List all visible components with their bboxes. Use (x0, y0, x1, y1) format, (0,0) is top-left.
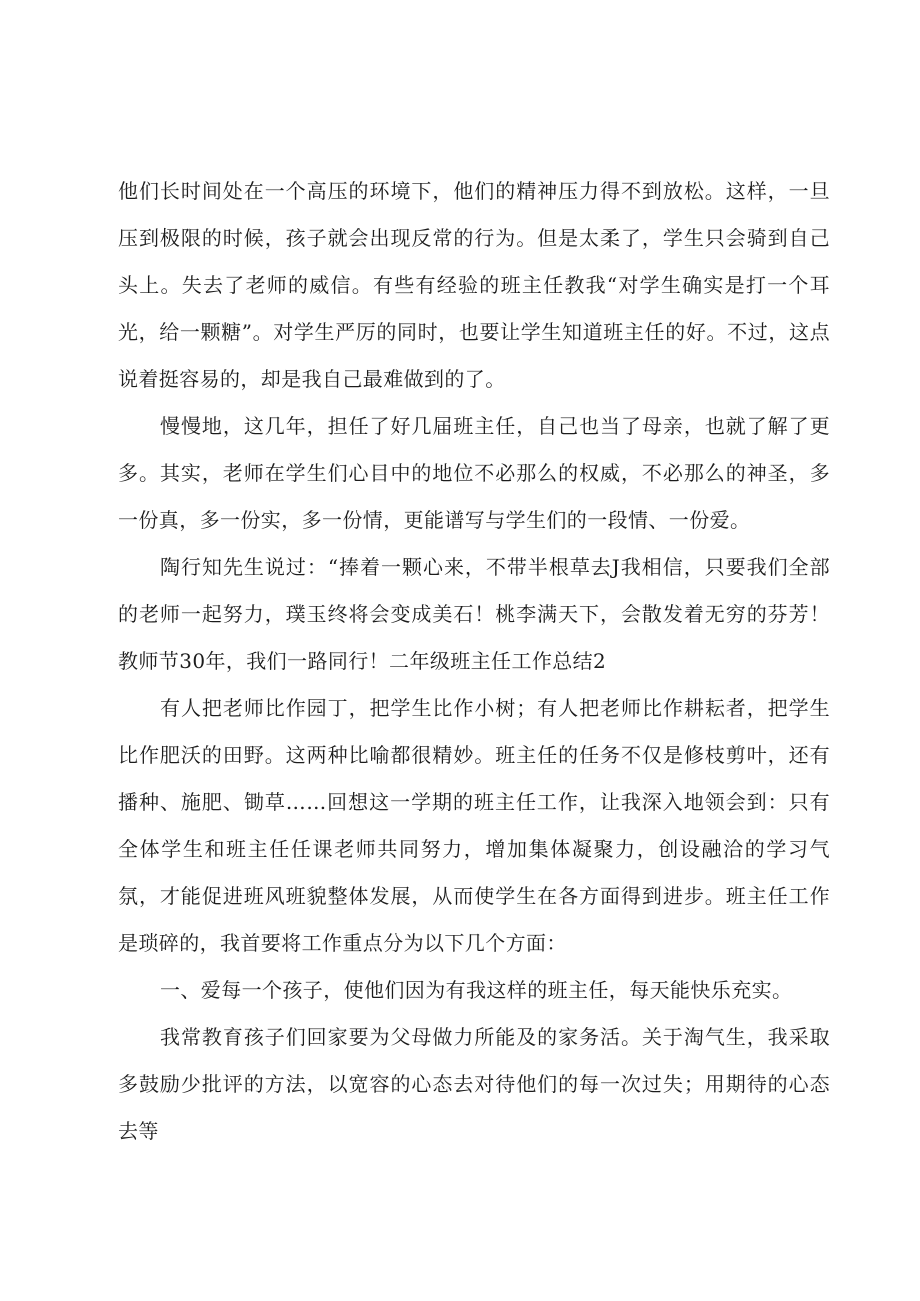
paragraph-6: 我常教育孩子们回家要为父母做力所能及的家务活。关于淘气生，我采取多鼓励少批评的方法，以宽容的心态去对待他们的每一次过失；用期待的心态去等 (118, 1025, 830, 1143)
paragraph-2: 慢慢地，这几年，担任了好几届班主任，自己也当了母亲，也就了解了更多。其实，老师在学生们心目中的地位不必那么的权威，不必那么的神圣，多一份真，多一份实，多一份情，更能谱写与学生们的一段情、一份爱。 (118, 414, 830, 532)
paragraph-3: 陶行知先生说过：“捧着一颗心来，不带半根草去J我相信，只要我们全部的老师一起努力，璞玉终将会变成美石！桃李满天下，会散发着无穷的芬芳！教师节30年，我们一路同行！二年级班主任工作总结2 (118, 555, 830, 673)
document-body (118, 168, 830, 1155)
paragraph-1: 他们长时间处在一个高压的环境下，他们的精神压力得不到放松。这样，一旦压到极限的时候，孩子就会出现反常的行为。但是太柔了，学生只会骑到自己头上。失去了老师的威信。有些有经验的班主任教我“对学生确实是打一个耳光，给一颗糖”。对学生严厉的同时，也要让学生知道班主任的好。不过，这点说着挺容易的，却是我自己最难做到的了。 (118, 179, 830, 391)
paragraph-4: 有人把老师比作园丁，把学生比作小树；有人把老师比作耕耘者，把学生比作肥沃的田野。这两种比喻都很精妙。班主任的任务不仅是修枝剪叶，还有播种、施肥、锄草……回想这一学期的班主任工作，让我深入地领会到：只有全体学生和班主任任课老师共同努力，增加集体凝聚力，创设融洽的学习气氛，才能促进班风班貌整体发展，从而使学生在各方面得到进步。班主任工作是琐碎的，我首要将工作重点分为以下几个方面： (118, 696, 830, 955)
paragraph-5: 一、爱每一个孩子，使他们因为有我这样的班主任，每天能快乐充实。 (160, 978, 793, 1002)
